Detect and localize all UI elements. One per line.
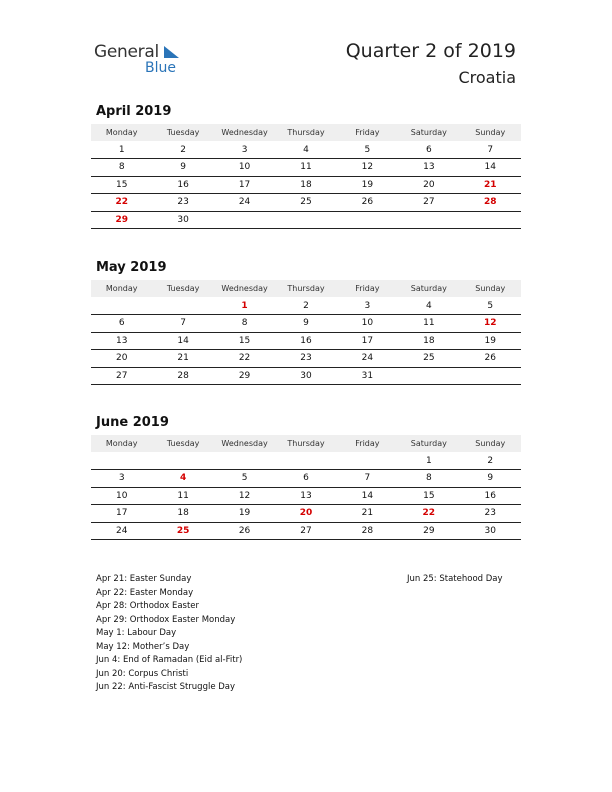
day-cell: 19 (337, 176, 398, 194)
day-cell: 28 (337, 522, 398, 540)
week-row (91, 332, 521, 350)
weekday-header: Monday (91, 435, 152, 452)
week-row (91, 211, 521, 229)
day-cell: 3 (214, 141, 275, 159)
weekday-header: Friday (337, 435, 398, 452)
day-cell: 10 (337, 315, 398, 333)
weekday-header: Thursday (275, 124, 336, 141)
weekday-header: Saturday (398, 435, 459, 452)
day-cell: 30 (152, 211, 213, 229)
day-cell: 30 (275, 367, 336, 385)
day-cell: 9 (460, 470, 521, 488)
day-cell (214, 452, 275, 470)
calendar-table (91, 435, 521, 540)
month-april (91, 104, 521, 229)
logo-blue-text: Blue (145, 60, 176, 76)
day-cell (214, 211, 275, 229)
week-row (91, 297, 521, 315)
day-cell (337, 452, 398, 470)
day-cell: 23 (275, 350, 336, 368)
day-cell: 28 (152, 367, 213, 385)
day-cell: 11 (398, 315, 459, 333)
weekday-header: Sunday (460, 124, 521, 141)
day-cell: 30 (460, 522, 521, 540)
holiday-entry: Jun 20: Corpus Christi (96, 668, 189, 679)
day-cell: 2 (275, 297, 336, 315)
day-cell: 10 (91, 487, 152, 505)
day-cell: 1 (91, 141, 152, 159)
day-cell: 25 (398, 350, 459, 368)
day-cell: 5 (214, 470, 275, 488)
day-cell: 2 (152, 141, 213, 159)
weekday-header-row (91, 280, 521, 297)
day-cell: 21 (460, 176, 521, 194)
page-title: Quarter 2 of 2019 (345, 40, 516, 62)
day-cell: 18 (275, 176, 336, 194)
day-cell: 7 (337, 470, 398, 488)
day-cell: 22 (91, 194, 152, 212)
day-cell: 14 (460, 159, 521, 177)
day-cell: 12 (214, 487, 275, 505)
day-cell: 19 (214, 505, 275, 523)
day-cell: 22 (398, 505, 459, 523)
holiday-entry: May 1: Labour Day (96, 628, 177, 638)
day-cell: 26 (337, 194, 398, 212)
day-cell: 29 (214, 367, 275, 385)
week-row (91, 470, 521, 488)
day-cell: 21 (337, 505, 398, 523)
week-row (91, 452, 521, 470)
day-cell (337, 211, 398, 229)
country-name: Croatia (458, 68, 516, 87)
day-cell: 12 (460, 315, 521, 333)
weekday-header-row (91, 124, 521, 141)
day-cell: 3 (91, 470, 152, 488)
week-row (91, 176, 521, 194)
day-cell: 17 (337, 332, 398, 350)
week-row (91, 159, 521, 177)
day-cell: 14 (152, 332, 213, 350)
day-cell: 6 (398, 141, 459, 159)
logo-triangle-icon (162, 45, 180, 59)
day-cell: 17 (91, 505, 152, 523)
day-cell: 26 (460, 350, 521, 368)
day-cell: 17 (214, 176, 275, 194)
day-cell: 2 (460, 452, 521, 470)
brand-logo (94, 40, 194, 80)
month-title: May 2019 (96, 260, 167, 275)
day-cell (460, 211, 521, 229)
day-cell: 31 (337, 367, 398, 385)
holiday-list (96, 573, 242, 695)
weekday-header: Saturday (398, 280, 459, 297)
month-may (91, 260, 521, 385)
day-cell (152, 297, 213, 315)
day-cell: 9 (275, 315, 336, 333)
day-cell: 9 (152, 159, 213, 177)
day-cell (152, 452, 213, 470)
week-row (91, 522, 521, 540)
day-cell: 15 (214, 332, 275, 350)
day-cell: 13 (275, 487, 336, 505)
day-cell: 24 (91, 522, 152, 540)
day-cell: 26 (214, 522, 275, 540)
day-cell: 10 (214, 159, 275, 177)
holiday-entry: Jun 4: End of Ramadan (Eid al-Fitr) (96, 655, 243, 665)
day-cell: 8 (214, 315, 275, 333)
day-cell: 27 (275, 522, 336, 540)
day-cell: 14 (337, 487, 398, 505)
holiday-entry: May 12: Mother’s Day (96, 641, 190, 652)
day-cell: 20 (275, 505, 336, 523)
calendar-table (91, 280, 521, 385)
day-cell (275, 211, 336, 229)
day-cell: 12 (337, 159, 398, 177)
weekday-header: Thursday (275, 280, 336, 297)
day-cell: 23 (152, 194, 213, 212)
day-cell: 7 (152, 315, 213, 333)
day-cell: 22 (214, 350, 275, 368)
weekday-header: Friday (337, 124, 398, 141)
week-row (91, 315, 521, 333)
month-title: June 2019 (96, 415, 169, 430)
weekday-header: Tuesday (152, 280, 213, 297)
holiday-entry: Apr 29: Orthodox Easter Monday (96, 614, 236, 625)
week-row (91, 194, 521, 212)
day-cell: 18 (152, 505, 213, 523)
day-cell: 1 (214, 297, 275, 315)
day-cell: 21 (152, 350, 213, 368)
day-cell: 27 (398, 194, 459, 212)
day-cell: 15 (91, 176, 152, 194)
day-cell (398, 367, 459, 385)
day-cell: 4 (152, 470, 213, 488)
week-row (91, 487, 521, 505)
day-cell: 29 (91, 211, 152, 229)
weekday-header: Friday (337, 280, 398, 297)
day-cell: 20 (91, 350, 152, 368)
month-june (91, 415, 521, 540)
day-cell: 4 (275, 141, 336, 159)
holiday-entry: Apr 22: Easter Monday (96, 587, 194, 598)
day-cell: 16 (275, 332, 336, 350)
weekday-header-row (91, 435, 521, 452)
weekday-header: Wednesday (214, 124, 275, 141)
day-cell: 27 (91, 367, 152, 385)
day-cell: 6 (275, 470, 336, 488)
calendar-table (91, 124, 521, 229)
week-row (91, 350, 521, 368)
day-cell: 29 (398, 522, 459, 540)
weekday-header: Monday (91, 280, 152, 297)
day-cell: 24 (337, 350, 398, 368)
day-cell: 5 (460, 297, 521, 315)
day-cell: 24 (214, 194, 275, 212)
week-row (91, 367, 521, 385)
weekday-header: Sunday (460, 435, 521, 452)
day-cell: 13 (91, 332, 152, 350)
day-cell: 25 (152, 522, 213, 540)
weekday-header: Saturday (398, 124, 459, 141)
day-cell (275, 452, 336, 470)
day-cell (460, 367, 521, 385)
weekday-header: Sunday (460, 280, 521, 297)
weekday-header: Wednesday (214, 435, 275, 452)
day-cell: 6 (91, 315, 152, 333)
day-cell: 8 (91, 159, 152, 177)
day-cell (398, 211, 459, 229)
weekday-header: Tuesday (152, 435, 213, 452)
day-cell: 3 (337, 297, 398, 315)
logo-general-text: General (94, 42, 159, 62)
day-cell: 19 (460, 332, 521, 350)
day-cell (91, 452, 152, 470)
weekday-header: Thursday (275, 435, 336, 452)
day-cell: 8 (398, 470, 459, 488)
holiday-list-right (407, 573, 503, 587)
holiday-entry: Apr 28: Orthodox Easter (96, 601, 200, 611)
day-cell: 16 (460, 487, 521, 505)
holiday-entry: Apr 21: Easter Sunday (96, 574, 192, 584)
week-row (91, 141, 521, 159)
weekday-header: Tuesday (152, 124, 213, 141)
day-cell: 18 (398, 332, 459, 350)
day-cell: 23 (460, 505, 521, 523)
day-cell: 7 (460, 141, 521, 159)
month-title: April 2019 (96, 104, 172, 119)
day-cell: 28 (460, 194, 521, 212)
holiday-entry: Jun 25: Statehood Day (407, 574, 503, 584)
day-cell: 5 (337, 141, 398, 159)
day-cell: 4 (398, 297, 459, 315)
day-cell: 11 (152, 487, 213, 505)
day-cell: 13 (398, 159, 459, 177)
weekday-header: Wednesday (214, 280, 275, 297)
day-cell: 11 (275, 159, 336, 177)
weekday-header: Monday (91, 124, 152, 141)
day-cell: 20 (398, 176, 459, 194)
week-row (91, 505, 521, 523)
day-cell: 16 (152, 176, 213, 194)
day-cell: 1 (398, 452, 459, 470)
day-cell (91, 297, 152, 315)
holiday-entry: Jun 22: Anti-Fascist Struggle Day (96, 682, 236, 692)
day-cell: 15 (398, 487, 459, 505)
day-cell: 25 (275, 194, 336, 212)
